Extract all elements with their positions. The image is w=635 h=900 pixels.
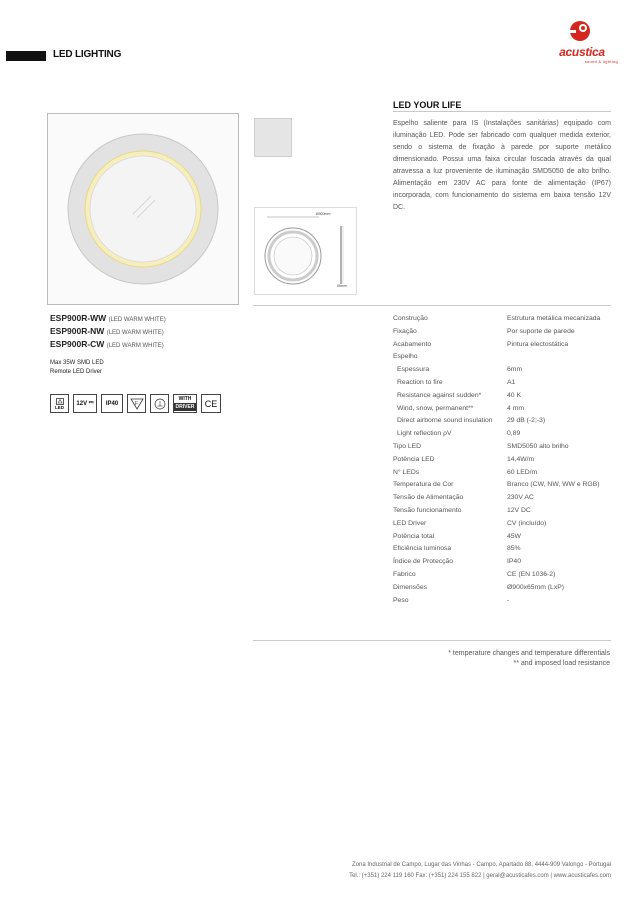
description-divider	[393, 111, 611, 112]
spec-row	[393, 454, 613, 467]
spec-row	[393, 364, 613, 377]
spec-value: 29 dB (-2;-3)	[507, 417, 546, 425]
spec-value: 45W	[507, 532, 521, 540]
spec-row	[393, 518, 613, 531]
spec-row	[393, 377, 613, 390]
spec-row	[393, 556, 613, 569]
product-notes	[50, 359, 104, 377]
spec-value: Estrutura metálica mecanizada	[507, 315, 601, 322]
spec-value: 85%	[507, 545, 521, 553]
spec-value: Pintura electostática	[507, 340, 569, 348]
spec-label: Temperatura de Cor	[393, 481, 454, 489]
technical-drawing-icon	[255, 208, 356, 294]
logo-mark-icon	[546, 16, 618, 46]
product-codes	[50, 313, 166, 352]
product-code-row: ESP900R-CW (LED WARM WHITE)	[50, 339, 164, 349]
brand-name: acustica	[559, 45, 605, 59]
spec-label: Resistance against sudden*	[397, 391, 482, 399]
spec-label: Fixação	[393, 327, 417, 335]
spec-value: IP40	[507, 558, 521, 566]
page-footer	[250, 860, 611, 882]
svg-text:F: F	[134, 400, 138, 407]
dimension-drawing	[254, 207, 357, 295]
spec-label: Acabamento	[393, 340, 432, 348]
spec-label: Direct airborne sound insulation	[397, 417, 493, 425]
spec-value: CV (incluído)	[507, 519, 547, 527]
spec-label: Dimensões	[393, 583, 427, 591]
spec-value: Ø900x65mm (LxP)	[507, 583, 565, 591]
spec-value: 14,4W/m	[507, 455, 535, 463]
spec-value: Branco (CW, NW, WW e RGB)	[507, 481, 600, 489]
spec-value: CE (EN 1036-2)	[507, 570, 556, 578]
spec-value: SMD5050 alto brilho	[507, 442, 569, 450]
product-code-row: ESP900R-NW (LED WARM WHITE)	[50, 326, 164, 336]
finish-swatch	[254, 118, 292, 157]
class-ii-icon	[150, 394, 169, 413]
spec-row	[393, 326, 613, 339]
specs-divider-bottom	[253, 640, 611, 641]
header-bar	[6, 51, 46, 61]
spec-row	[393, 479, 613, 492]
led-icon: LED	[50, 394, 69, 413]
spec-label: Tipo LED	[393, 442, 422, 450]
spec-row	[393, 595, 613, 608]
product-code-row: ESP900R-WW (LED WARM WHITE)	[50, 313, 166, 323]
specs-divider-top	[253, 305, 611, 306]
spec-value: 6mm	[507, 366, 523, 374]
spec-label: Construção	[393, 315, 428, 322]
f-mark-icon	[127, 394, 146, 413]
spec-row	[393, 415, 613, 428]
spec-row	[393, 582, 613, 595]
footer-contacts: Tel.: (+351) 224 119 160 Fax: (+351) 224 155 822 | geral@acusticafes.com | www.acusticafes.com	[349, 873, 611, 879]
note-item: Remote LED Driver	[50, 369, 103, 375]
spec-row	[393, 467, 613, 480]
spec-value: Por suporte de parede	[507, 327, 575, 335]
spec-value: 4 mm	[507, 404, 524, 412]
spec-row	[393, 543, 613, 556]
drawing-depth-label: 65mm	[337, 284, 347, 288]
drawing-width-label: Ø900mm	[316, 212, 331, 216]
ce-mark-icon: CE	[201, 394, 221, 413]
spec-label: Tensão funcionamento	[393, 506, 462, 514]
spec-row	[393, 313, 613, 326]
product-image	[47, 113, 239, 305]
spec-value	[507, 351, 613, 364]
spec-label: Peso	[393, 596, 409, 604]
spec-label: N° LEDs	[393, 468, 420, 476]
spec-label: Eficiência luminosa	[393, 545, 452, 553]
ip-rating-icon: IP40	[101, 394, 123, 413]
brand-logo	[546, 16, 618, 68]
round-mirror-icon	[48, 114, 238, 304]
driver-icon: WITH DRIVER	[173, 394, 197, 413]
spec-value: 12V DC	[507, 506, 531, 514]
spec-value: -	[507, 596, 510, 604]
spec-row	[393, 569, 613, 582]
footnotes	[380, 649, 610, 668]
spec-row	[393, 403, 613, 416]
spec-label: LED Driver	[393, 519, 427, 527]
spec-value: 60 LED/m	[507, 468, 538, 476]
description-text: Espelho saliente para IS (Instalações sanitárias) equipado com iluminação LED. Pode ser fabricado com qualquer medida exterior, sendo o sistema de fixação à parede por suporte metálico dimensionado. Possui uma faixa circular foscada através da qual atravessa a luz proveniente de iluminação SMD5050 de alto brilho. Alimentação em 230V AC para fonte de alimentação (IP67) incorporada, com funcionamento do sistema em baixa tensão 12V DC.	[393, 120, 611, 211]
spec-label: Espelho	[393, 353, 418, 361]
certification-icons	[50, 394, 221, 414]
description-title: LED YOUR LIFE	[393, 100, 462, 110]
section-title-header: LED LIGHTING	[53, 49, 122, 60]
footnote-item: ** and imposed load resistance	[513, 659, 610, 667]
brand-tagline: sound & lighting	[584, 59, 618, 64]
spec-label: Potência LED	[393, 455, 435, 463]
footnote-item: * temperature changes and temperature differentials	[448, 650, 610, 657]
spec-label: Reaction to fire	[397, 378, 443, 386]
spec-value: 40 K	[507, 391, 521, 399]
spec-row	[393, 428, 613, 441]
spec-label: Light reflection ρV	[397, 430, 452, 438]
spec-row	[393, 531, 613, 544]
voltage-icon: 12V ⎓	[73, 394, 97, 413]
footer-address: Zona Industrial de Campo, Lugar das Vinhas - Campo, Apartado 88, 4444-909 Valongo - Portugal	[352, 862, 611, 868]
spec-label: Wind, snow, permanent**	[397, 404, 474, 412]
spec-label: Fabrico	[393, 570, 416, 578]
spec-row	[393, 351, 613, 364]
spec-row	[393, 492, 613, 505]
spec-label: Potência total	[393, 532, 435, 540]
specs-table	[393, 313, 613, 607]
spec-label: Tensão de Alimentação	[393, 494, 464, 502]
spec-label: Espessura	[397, 366, 430, 374]
spec-row	[393, 505, 613, 518]
spec-row	[393, 339, 613, 352]
spec-label: Índice de Protecção	[393, 558, 454, 566]
spec-row	[393, 441, 613, 454]
note-item: Max 35W SMD LED	[50, 360, 104, 366]
spec-value: A1	[507, 378, 516, 386]
spec-value: 230V AC	[507, 494, 534, 502]
spec-value: 0,89	[507, 430, 521, 438]
spec-row	[393, 390, 613, 403]
